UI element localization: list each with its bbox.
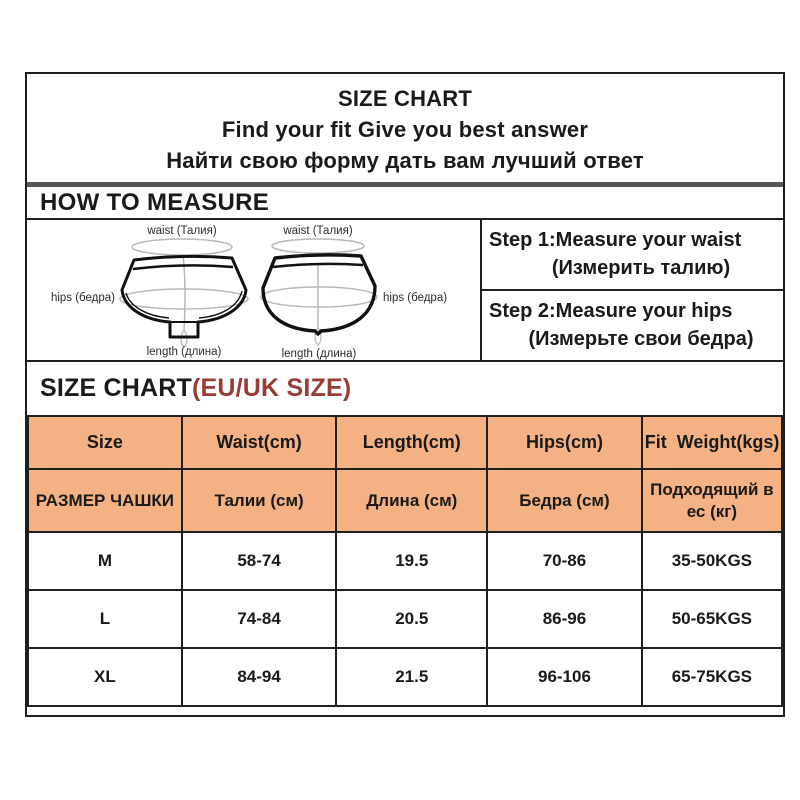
col-header-waist-ru: Талии (см)	[182, 469, 337, 532]
col-header-waist: Waist(cm)	[182, 416, 337, 469]
waist-label-front: waist (Талия)	[147, 225, 217, 237]
table-header-row-english	[28, 416, 782, 469]
size-row-l	[28, 590, 782, 648]
size-chart-heading	[27, 362, 783, 415]
hips-measure-ellipse-front	[120, 289, 248, 309]
hips-label-front: hips (бедра)	[50, 292, 115, 304]
measure-steps	[480, 220, 783, 360]
cell-size: M	[28, 532, 182, 590]
measure-section	[27, 220, 783, 362]
cell-waist: 84-94	[182, 648, 337, 706]
col-header-length-ru: Длина (см)	[336, 469, 487, 532]
waist-measure-ellipse-front	[132, 239, 232, 255]
length-measure-line-front	[183, 256, 185, 330]
waist-measure-ellipse-back	[272, 239, 364, 253]
cell-length: 19.5	[336, 532, 487, 590]
front-view-diagram	[120, 239, 248, 347]
size-row-m	[28, 532, 782, 590]
cell-hips: 86-96	[487, 590, 642, 648]
col-header-weight-ru-line1: Подходящий в	[650, 479, 774, 499]
col-header-size-ru: РАЗМЕР ЧАШКИ	[28, 469, 182, 532]
subtitle-russian: Найти свою форму дать вам лучший ответ	[166, 147, 644, 173]
size-chart-heading-red: (EU/UK SIZE)	[192, 374, 352, 402]
hips-label-back: hips (бедра)	[383, 292, 448, 304]
how-to-measure-heading: HOW TO MEASURE	[27, 187, 783, 220]
page-title: SIZE CHART	[338, 85, 472, 111]
front-waistband-line	[133, 265, 233, 269]
underwear-diagrams	[27, 220, 480, 360]
cell-length: 20.5	[336, 590, 487, 648]
step-2	[482, 291, 783, 360]
table-header-row-russian	[28, 469, 782, 532]
col-header-hips: Hips(cm)	[487, 416, 642, 469]
col-header-weight-ru	[642, 469, 782, 532]
size-table	[27, 415, 783, 707]
main-bordered-card	[25, 72, 785, 717]
cell-size: L	[28, 590, 182, 648]
hips-measure-ellipse-back	[261, 287, 377, 307]
back-view-diagram	[261, 239, 377, 345]
cell-hips: 70-86	[487, 532, 642, 590]
col-header-size: Size	[28, 416, 182, 469]
size-row-xl	[28, 648, 782, 706]
title-block	[27, 74, 783, 187]
step-1-text-ru: (Измерить талию)	[551, 257, 731, 279]
col-header-length: Length(cm)	[336, 416, 487, 469]
waist-label-back: waist (Талия)	[283, 225, 353, 237]
length-label-back: length (длина)	[281, 348, 357, 360]
step-2-text-ru: (Измерьте свои бедра)	[528, 328, 754, 350]
cell-weight: 35-50KGS	[642, 532, 782, 590]
size-chart-heading-black: SIZE CHART	[40, 374, 192, 402]
col-header-hips-ru: Бедра (см)	[487, 469, 642, 532]
length-label-front: length (длина)	[146, 346, 222, 358]
cell-hips: 96-106	[487, 648, 642, 706]
measure-diagram-svg	[27, 220, 480, 360]
cell-size: XL	[28, 648, 182, 706]
cell-waist: 58-74	[182, 532, 337, 590]
col-header-weight-ru-line2: ес (кг)	[686, 501, 738, 521]
step-1	[482, 220, 783, 291]
col-header-weight: Fit Weight(kgs)	[642, 416, 782, 469]
subtitle-english: Find your fit Give you best answer	[221, 116, 589, 142]
step-2-text-en: Step 2:Measure your hips	[489, 300, 733, 322]
cell-weight: 50-65KGS	[642, 590, 782, 648]
step-1-text-en: Step 1:Measure your waist	[489, 229, 742, 251]
cell-waist: 74-84	[182, 590, 337, 648]
cell-weight: 65-75KGS	[642, 648, 782, 706]
cell-length: 21.5	[336, 648, 487, 706]
